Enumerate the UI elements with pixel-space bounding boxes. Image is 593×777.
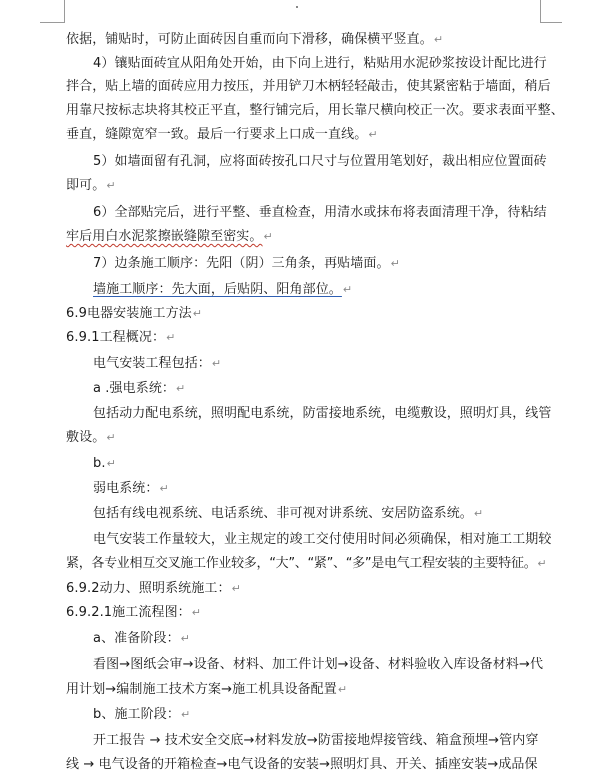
paragraph-line: 用靠尺按标志块将其校正平直，整行铺完后，用长靠尺横向校正一次。要求表面平整、 [66, 103, 564, 118]
paragraph-line: 紧，各专业相互交叉施工作业较多，“大”、“紧”、“多”是电气工程安装的主要特征。↵ [66, 556, 547, 571]
paragraph-line: 开工报告 → 技术安全交底→材料发放→防雷接地焊接管线、箱盒预埋→管内穿 [93, 733, 539, 748]
paragraph-line: 牢后用白水泥浆擦嵌缝隙至密实。↵ [66, 229, 273, 244]
paragraph-line: 电气安装工作量较大，业主规定的竣工交付使用时间必须确保，相对施工工期较 [93, 532, 552, 547]
paragraph-line: a、准备阶段：↵ [93, 631, 190, 646]
paragraph-mark-icon: ↵ [342, 283, 353, 296]
paragraph-mark-icon: ↵ [211, 357, 222, 370]
paragraph-line: 弱电系统：↵ [93, 481, 169, 496]
paragraph-mark-icon: ↵ [180, 632, 190, 645]
section-heading: 6.9.2动力、照明系统施工：↵ [66, 581, 241, 596]
paragraph-line: 6）全部贴完后，进行平整、垂直检查，用清水或抹布将表面清理干净，待粘结 [93, 205, 547, 220]
crop-mark-top-right [540, 0, 541, 22]
paragraph-line: 用计划→编制施工技术方案→施工机具设备配置↵ [66, 682, 348, 697]
section-heading: 6.9.2.1施工流程图：↵ [66, 605, 202, 620]
page-top-marker [296, 6, 298, 8]
paragraph-mark-icon: ↵ [473, 507, 484, 520]
paragraph-mark-icon: ↵ [106, 179, 116, 192]
paragraph-mark-icon: ↵ [159, 482, 169, 495]
paragraph-line: 墙施工顺序：先大面，后贴阴、阳角部位。↵ [93, 282, 353, 297]
paragraph-mark-icon: ↵ [263, 230, 273, 243]
paragraph-line: 线 → 电气设备的开箱检查→电气设备的安装→照明灯具、开关、插座安装→成品保 [66, 757, 538, 772]
paragraph-line: 包括有线电视系统、电话系统、非可视对讲系统、安居防盗系统。↵ [93, 506, 484, 521]
paragraph-mark-icon: ↵ [337, 683, 348, 696]
crop-mark-top-left [40, 22, 65, 23]
paragraph-line: 拌合，贴上墙的面砖应用力按压，并用铲刀木柄轻轻敲击，使其紧密粘于墙面，稍后 [66, 79, 551, 94]
paragraph-line: 敷设。↵ [66, 430, 116, 445]
paragraph-line: 7）边条施工顺序：先阳（阴）三角条，再贴墙面。↵ [93, 256, 400, 271]
crop-mark-top-right [540, 22, 562, 23]
paragraph-line: 4）镶贴面砖宜从阳角处开始，由下向上进行，粘贴用水泥砂浆按设计配比进行 [93, 56, 547, 71]
paragraph-mark-icon: ↵ [537, 557, 547, 570]
crop-mark-top-left [64, 0, 65, 22]
paragraph-mark-icon: ↵ [192, 307, 203, 320]
paragraph-mark-icon: ↵ [368, 128, 378, 141]
paragraph-mark-icon: ↵ [231, 582, 241, 595]
paragraph-line: 垂直，缝隙宽窄一致。最后一行要求上口成一直线。↵ [66, 127, 378, 142]
paragraph-mark-icon: ↵ [106, 457, 116, 470]
paragraph-line: 即可。↵ [66, 178, 116, 193]
paragraph-line: 依据，铺贴时，可防止面砖因自重而向下滑移，确保横平竖直。↵ [66, 32, 444, 47]
paragraph-line: 看图→图纸会审→设备、材料、加工件计划→设备、材料验收入库设备材料→代 [93, 657, 544, 672]
paragraph-mark-icon: ↵ [176, 382, 186, 395]
section-heading: 6.9.1工程概况：↵ [66, 330, 176, 345]
paragraph-mark-icon: ↵ [390, 257, 400, 270]
paragraph-line: 包括动力配电系统，照明配电系统，防雷接地系统，电缆敷设，照明灯具，线管 [93, 406, 552, 421]
paragraph-mark-icon: ↵ [433, 33, 444, 46]
paragraph-mark-icon: ↵ [106, 431, 116, 444]
paragraph-mark-icon: ↵ [180, 708, 191, 721]
paragraph-mark-icon: ↵ [191, 606, 202, 619]
paragraph-line: a .强电系统：↵ [93, 381, 186, 396]
paragraph-mark-icon: ↵ [166, 331, 176, 344]
paragraph-line: 电气安装工程包括：↵ [93, 356, 222, 371]
section-heading: 6.9电器安装施工方法↵ [66, 306, 203, 321]
paragraph-line: 5）如墙面留有孔洞，应将面砖按孔口尺寸与位置用笔划好，裁出相应位置面砖 [93, 154, 547, 169]
paragraph-line: b、施工阶段：↵ [93, 707, 191, 722]
paragraph-line: b.↵ [93, 456, 116, 471]
